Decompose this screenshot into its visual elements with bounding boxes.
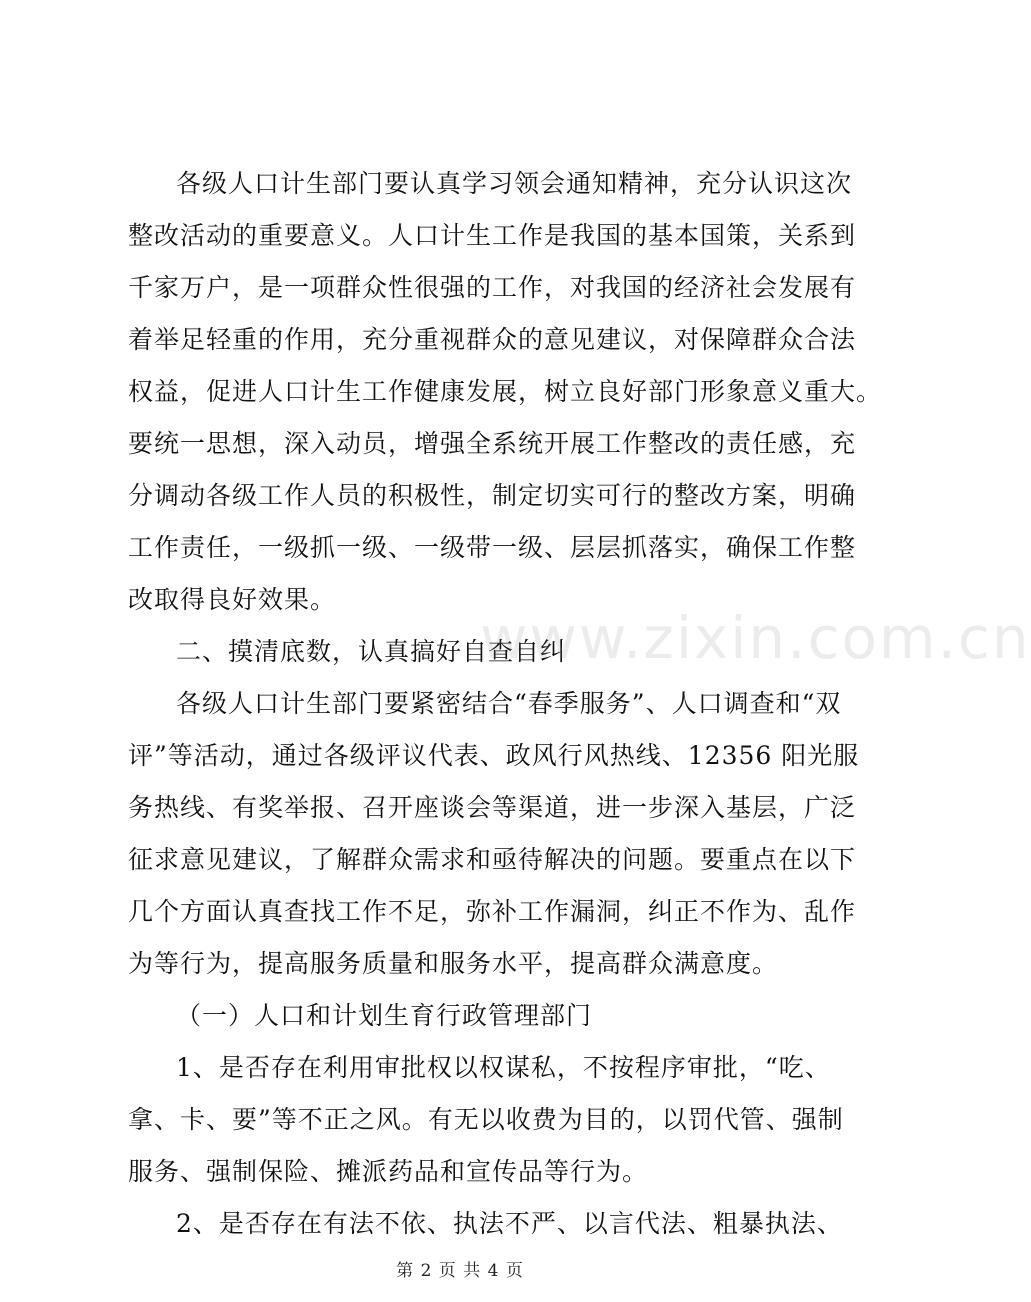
paragraph-line: 着举足轻重的作用，充分重视群众的意见建议，对保障群众合法 [128, 325, 857, 354]
paragraph-line: 要统一思想，深入动员，增强全系统开展工作整改的责任感，充 [128, 429, 857, 458]
paragraph-line: 整改活动的重要意义。人口计生工作是我国的基本国策，关系到 [128, 221, 857, 250]
paragraph-line: 征求意见建议，了解群众需求和亟待解决的问题。要重点在以下 [128, 845, 857, 874]
paragraph-line: 改取得良好效果。 [128, 585, 337, 614]
paragraph-line: 权益，促进人口计生工作健康发展，树立良好部门形象意义重大。 [128, 377, 883, 406]
paragraph-line: 拿、卡、要”等不正之风。有无以收费为目的，以罚代管、强制 [128, 1105, 844, 1134]
paragraph-line: 千家万户，是一项群众性很强的工作，对我国的经济社会发展有 [128, 273, 857, 302]
paragraph-line: 1、是否存在利用审批权以权谋私，不按程序审批，“吃、 [176, 1053, 831, 1082]
subsection-heading: （一）人口和计划生育行政管理部门 [176, 1001, 593, 1030]
paragraph-line: 几个方面认真查找工作不足，弥补工作漏洞，纠正不作为、乱作 [128, 897, 857, 926]
paragraph-line: 工作责任，一级抓一级、一级带一级、层层抓落实，确保工作整 [128, 533, 857, 562]
paragraph-line: 各级人口计生部门要认真学习领会通知精神，充分认识这次 [176, 169, 853, 198]
section-heading: 二、摸清底数，认真搞好自查自纠 [176, 637, 567, 666]
paragraph-line: 服务、强制保险、摊派药品和宣传品等行为。 [128, 1157, 649, 1186]
watermark: www.zixin.com.cn [480, 604, 1031, 672]
paragraph-line: 分调动各级工作人员的积极性，制定切实可行的整改方案，明确 [128, 481, 857, 510]
paragraph-line: 评”等活动，通过各级评议代表、政风行风热线、12356 阳光服 [128, 741, 860, 770]
page-footer: 第 2 页 共 4 页 [396, 1261, 524, 1281]
paragraph-line: 务热线、有奖举报、召开座谈会等渠道，进一步深入基层，广泛 [128, 793, 857, 822]
paragraph-line: 为等行为，提高服务质量和服务水平，提高群众满意度。 [128, 949, 779, 978]
paragraph-line: 各级人口计生部门要紧密结合“春季服务”、人口调查和“双 [176, 689, 842, 718]
paragraph-line: 2、是否存在有法不依、执法不严、以言代法、粗暴执法、 [176, 1209, 843, 1238]
